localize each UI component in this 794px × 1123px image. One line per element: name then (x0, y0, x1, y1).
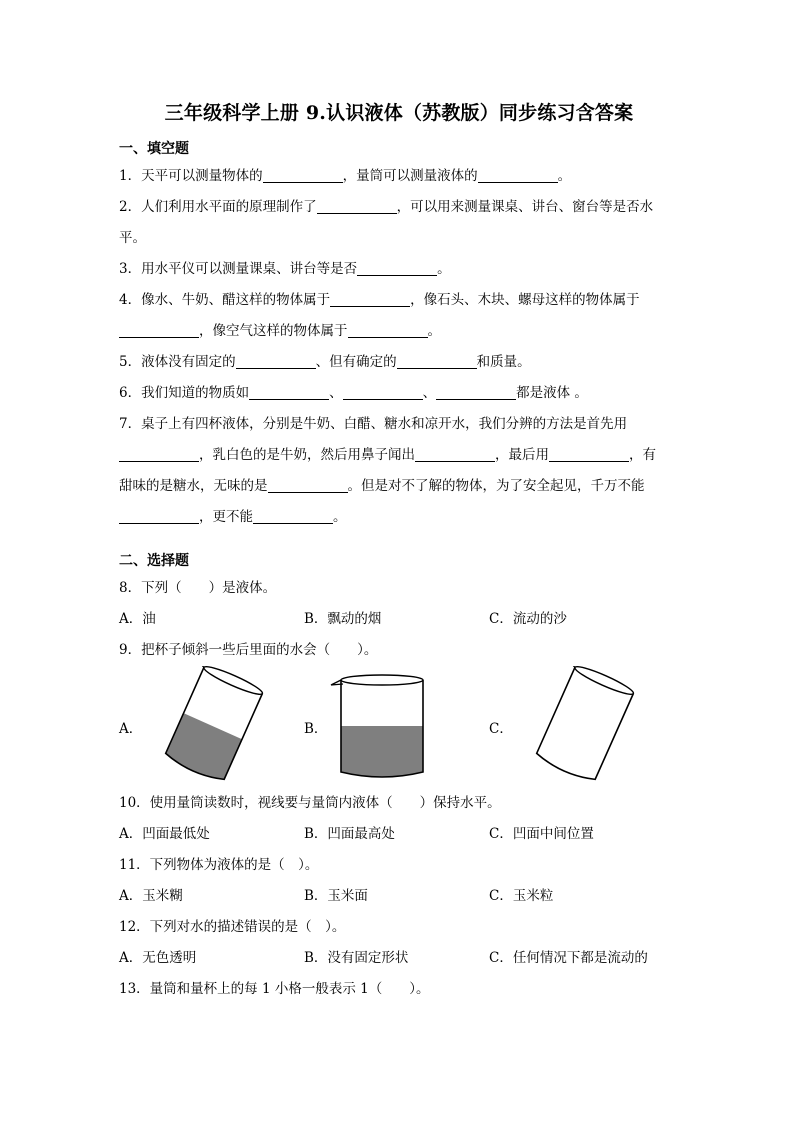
q7-text-e: 甜味的是糖水，无味的是 (119, 478, 268, 494)
answer-blank[interactable] (249, 385, 329, 400)
option-c[interactable] (489, 666, 674, 788)
q6-text-a: 6．我们知道的物质如 (119, 385, 250, 401)
answer-blank[interactable] (397, 354, 477, 369)
answer-blank[interactable] (253, 509, 333, 524)
q2-text-c: 平。 (119, 230, 146, 246)
option-b-label: B． (304, 721, 328, 737)
tilted-beaker-wrong-level-image (142, 666, 282, 788)
question-1 (119, 161, 679, 192)
q7-text-h: 。 (333, 509, 347, 525)
answer-blank[interactable] (478, 168, 558, 183)
answer-blank[interactable] (119, 447, 199, 462)
question-11-options (119, 881, 679, 912)
question-9-stem: 9．把杯子倾斜一些后里面的水会（ ）。 (119, 642, 378, 658)
q3-text-b: 。 (437, 261, 451, 277)
option-b[interactable]: B．玉米面 (304, 888, 368, 904)
option-c[interactable]: C．玉米粒 (489, 888, 554, 904)
option-b[interactable]: B．没有固定形状 (304, 950, 409, 966)
option-a[interactable] (119, 666, 304, 788)
question-10-stem: 10．使用量筒读数时，视线要与量筒内液体（ ）保持水平。 (119, 795, 501, 811)
q3-text-a: 3．用水平仪可以测量课桌、讲台等是否 (119, 261, 358, 277)
answer-blank[interactable] (348, 323, 428, 338)
page-title: 三年级科学上册 9.认识液体（苏教版）同步练习含答案 (164, 102, 634, 124)
q1-text-c: 。 (557, 168, 572, 184)
question-11-stem: 11．下列物体为液体的是（ ）。 (119, 857, 319, 873)
option-a[interactable]: A．无色透明 (119, 950, 197, 966)
question-6 (119, 378, 679, 409)
q7-text-c: ，最后用 (495, 447, 549, 463)
option-c-label: C． (489, 721, 513, 737)
question-7 (119, 409, 679, 533)
answer-blank[interactable] (236, 354, 316, 369)
section-choice-heading: 二、选择题 (119, 553, 189, 569)
question-3 (119, 254, 679, 285)
answer-blank[interactable] (436, 385, 516, 400)
answer-blank[interactable] (357, 261, 437, 276)
option-a[interactable]: A．油 (119, 611, 156, 627)
answer-blank[interactable] (263, 168, 343, 183)
answer-blank[interactable] (343, 385, 423, 400)
answer-blank[interactable] (330, 292, 410, 307)
option-b[interactable]: B．飘动的烟 (304, 611, 382, 627)
option-a[interactable]: A．玉米糊 (119, 888, 183, 904)
answer-blank[interactable] (119, 509, 199, 524)
q6-text-d: 都是液体 。 (516, 385, 588, 401)
option-c[interactable]: C．凹面中间位置 (489, 826, 594, 842)
q5-text-b: 、但有确定的 (315, 354, 397, 370)
q7-text-f: 。但是对不了解的物体，为了安全起见，千万不能 (347, 478, 645, 494)
question-12-stem: 12．下列对水的描述错误的是（ ）。 (119, 919, 346, 935)
q4-text-d: 。 (427, 323, 441, 339)
q6-text-b: 、 (329, 385, 343, 401)
option-c[interactable]: C．流动的沙 (489, 611, 567, 627)
question-8-stem: 8．下列（ ）是液体。 (119, 580, 277, 596)
question-5 (119, 347, 679, 378)
q7-text-g: ，更不能 (199, 509, 253, 525)
q1-text-a: 1．天平可以测量物体的 (119, 168, 263, 184)
question-12-options (119, 943, 679, 974)
question-13-stem: 13．量筒和量杯上的每 1 小格一般表示 1（ ）。 (119, 981, 430, 997)
question-8-options (119, 604, 679, 635)
q7-text-a: 7．桌子上有四杯液体，分别是牛奶、白醋、糖水和凉开水，我们分辨的方法是首先用 (119, 416, 628, 432)
answer-blank[interactable] (317, 199, 397, 214)
option-a-label: A． (119, 721, 143, 737)
q2-text-b: ，可以用来测量课桌、讲台、窗台等是否水 (396, 199, 654, 215)
tilted-beaker-level-water-image (513, 666, 653, 788)
q5-text-a: 5．液体没有固定的 (119, 354, 236, 370)
q7-text-d: ，有 (629, 447, 656, 463)
option-b[interactable]: B．凹面最高处 (304, 826, 395, 842)
q1-text-b: ，量筒可以测量液体的 (342, 168, 478, 184)
q2-text-a: 2．人们利用水平面的原理制作了 (119, 199, 317, 215)
q4-text-a: 4．像水、牛奶、醋这样的物体属于 (119, 292, 331, 308)
question-4 (119, 285, 679, 347)
question-2 (119, 192, 679, 254)
answer-blank[interactable] (119, 323, 199, 338)
q6-text-c: 、 (422, 385, 437, 401)
option-a[interactable]: A．凹面最低处 (119, 826, 210, 842)
q4-text-c: ，像空气这样的物体属于 (199, 323, 348, 339)
answer-blank[interactable] (549, 447, 629, 462)
question-10-options (119, 819, 679, 850)
q5-text-c: 和质量。 (476, 354, 531, 370)
q4-text-b: ，像石头、木块、螺母这样的物体属于 (410, 292, 640, 308)
answer-blank[interactable] (415, 447, 495, 462)
worksheet (119, 98, 679, 1005)
q7-text-b: ，乳白色的是牛奶，然后用鼻子闻出 (199, 447, 415, 463)
answer-blank[interactable] (268, 478, 348, 493)
upright-beaker-image (327, 666, 437, 788)
section-gap (119, 533, 679, 549)
question-9-figures (119, 666, 679, 788)
section-fill-blank-heading: 一、填空题 (119, 141, 189, 157)
option-b[interactable] (304, 666, 489, 788)
option-c[interactable]: C．任何情况下都是流动的 (489, 950, 648, 966)
